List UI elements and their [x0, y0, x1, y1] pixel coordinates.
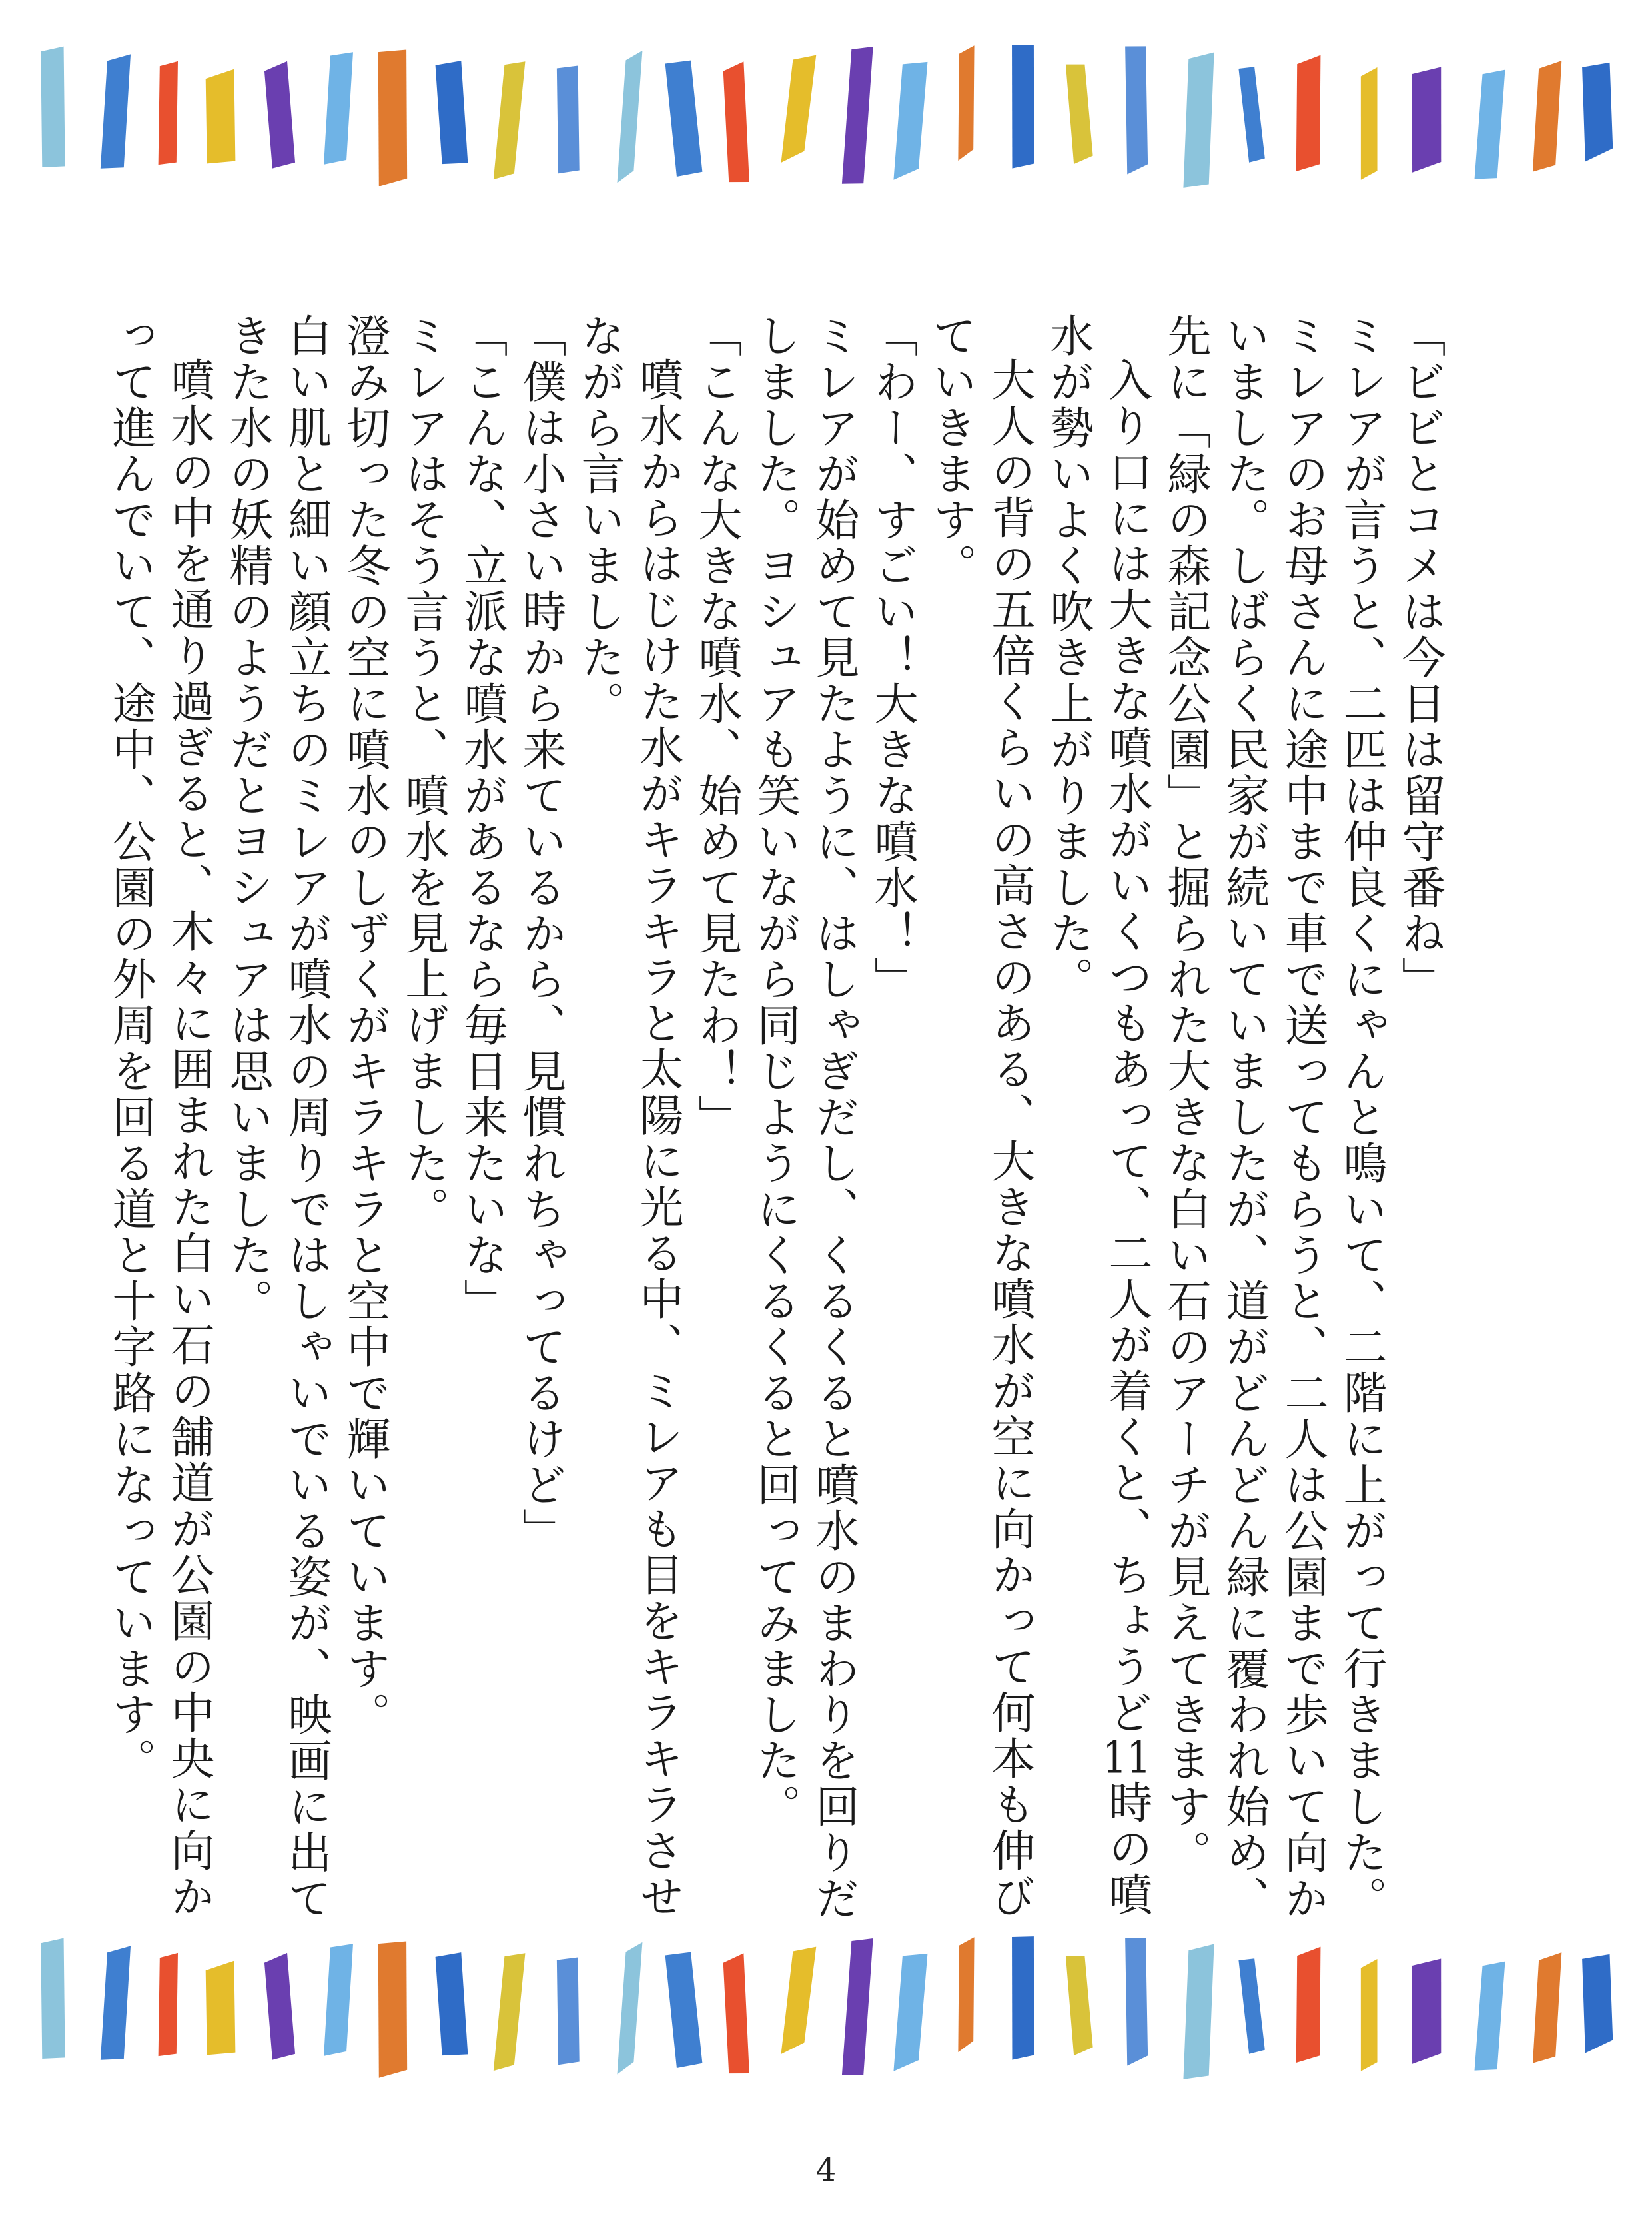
paper-strip-icon — [1125, 46, 1148, 174]
paper-strip-icon — [781, 1947, 817, 2054]
paragraph-9: 噴水からはじけた水がキラキラと太陽に光る中、ミレアも目をキラキラさせながら言いました。 — [574, 313, 683, 1920]
paper-strip-icon — [436, 1952, 468, 2055]
paper-strip-icon — [206, 1961, 236, 2055]
paragraph-15: 噴水の中を通り過ぎると、木々に囲まれた白い石の舗道が公園の中央に向かって進んでいて、途中、公園の外周を回る道と十字路になっています。 — [105, 313, 214, 1920]
paper-strip-icon — [1296, 1947, 1321, 2063]
story-text — [105, 313, 1449, 1925]
paragraph-13: 澄み切った冬の空に噴水のしずくがキラキラと空中で輝いています。 — [339, 313, 390, 1738]
paragraph-11: 「こんな、立派な噴水があるなら毎日来たいな」 — [456, 313, 508, 1324]
paper-strip-icon — [101, 54, 131, 168]
paper-strip-icon — [1183, 53, 1214, 188]
paper-strip-icon — [557, 1958, 580, 2065]
paper-strip-icon — [1412, 1958, 1441, 2063]
paragraph-5: 大人の背の五倍くらいの高さのある、大きな噴水が空に向かって何本も伸びていきます。 — [925, 313, 1035, 1920]
paper-strip-icon — [1066, 1956, 1093, 2056]
paragraph-3: ミレアのお母さんに途中まで車で送ってもらうと、二人は公園まで歩いて向かいました。しばらく民家が続いていましたが、道がどんどん緑に覆われ始め、先に「緑の森記念公園」と掘られた大きな白い石のアーチが見えてきます。 — [1160, 313, 1328, 1922]
paper-strip-icon — [893, 1954, 927, 2071]
paper-strip-icon — [958, 1937, 974, 2052]
paper-strip-icon — [494, 1953, 526, 2071]
paper-strip-border-icon — [41, 45, 1613, 188]
paper-strip-border-icon — [41, 1936, 1613, 2079]
paper-strip-icon — [893, 62, 927, 180]
paper-strip-icon — [1125, 1938, 1148, 2065]
page-number: 4 — [815, 2151, 837, 2189]
paper-strip-icon — [1412, 67, 1441, 172]
paper-strip-icon — [1238, 67, 1264, 162]
paragraph-12: ミレアはそう言うと、噴水を見上げました。 — [398, 313, 449, 1232]
paper-strip-icon — [1012, 1936, 1034, 2059]
paper-strip-icon — [958, 45, 974, 161]
paper-strip-icon — [1238, 1958, 1264, 2053]
paragraph-4-part-1: 入り口には大きな噴水がいくつもあって、二人が着くと、ちょうど — [1101, 357, 1152, 1736]
paper-strip-icon — [842, 47, 873, 184]
paper-strip-icon — [1533, 1952, 1561, 2063]
paper-strip-icon — [101, 1946, 131, 2059]
paragraph-1: 「ビビとコメは今日は留守番ね」 — [1394, 313, 1446, 1002]
paragraph-8: 「こんな大きな噴水、始めて見たわ！」 — [691, 313, 742, 1140]
paper-strip-icon — [494, 61, 526, 179]
paper-strip-icon — [264, 61, 295, 169]
paper-strip-icon — [1582, 1954, 1613, 2053]
paper-strip-icon — [159, 61, 178, 165]
paragraph-4-part-2: 時の噴水が勢いよく吹き上がりました。 — [1042, 313, 1152, 1918]
paper-strip-icon — [617, 51, 642, 183]
paper-strip-icon — [557, 66, 580, 174]
paragraph-2: ミレアが言うと、二匹は仲良くにゃんと鳴いて、二階に上がって行きました。 — [1336, 313, 1387, 1922]
paper-strip-icon — [159, 1953, 178, 2056]
paper-strip-icon — [206, 69, 236, 164]
paper-strip-icon — [1361, 67, 1378, 180]
paper-strip-icon — [1475, 1962, 1505, 2071]
paper-strip-icon — [41, 47, 65, 167]
paper-strip-icon — [378, 50, 407, 186]
paper-strip-icon — [617, 1942, 642, 2075]
paper-strip-icon — [723, 1953, 749, 2073]
paper-strip-icon — [436, 61, 468, 164]
paper-strip-icon — [842, 1938, 873, 2075]
paper-strip-icon — [1183, 1944, 1214, 2079]
top-decorative-border — [0, 40, 1652, 193]
paragraph-14: 白い肌と細い顔立ちのミレアが噴水の周りではしゃいでいる姿が、映画に出てきた水の妖精のようだとヨシュアは思いました。 — [222, 313, 332, 1922]
paper-strip-icon — [781, 55, 817, 163]
paper-strip-icon — [1012, 45, 1034, 168]
paper-strip-icon — [1066, 65, 1093, 165]
paper-strip-icon — [41, 1938, 65, 2059]
paper-strip-icon — [378, 1942, 407, 2078]
paper-strip-icon — [324, 1944, 353, 2056]
paper-strip-icon — [1475, 70, 1505, 179]
bottom-decorative-border — [0, 1932, 1652, 2085]
paper-strip-icon — [665, 61, 703, 177]
paragraph-7: ミレアが始めて見たように、はしゃぎだし、くるくると噴水のまわりを回りだしました。ヨシュアも笑いながら同じようにくるくると回ってみました。 — [749, 313, 859, 1922]
paragraph-10: 「僕は小さい時から来ているから、見慣れちゃってるけど」 — [515, 313, 566, 1554]
paper-strip-icon — [1582, 63, 1613, 161]
paper-strip-icon — [723, 61, 749, 182]
paragraph-4 — [1038, 313, 1156, 1925]
paper-strip-icon — [1533, 61, 1561, 172]
paper-strip-icon — [324, 52, 353, 165]
time-number: 11 — [1102, 1736, 1151, 1780]
paper-strip-icon — [264, 1953, 295, 2060]
paper-strip-icon — [1296, 55, 1321, 171]
paragraph-6: 「わー、すごい！大きな噴水！」 — [867, 313, 918, 1002]
paper-strip-icon — [665, 1952, 703, 2068]
paper-strip-icon — [1361, 1959, 1378, 2071]
